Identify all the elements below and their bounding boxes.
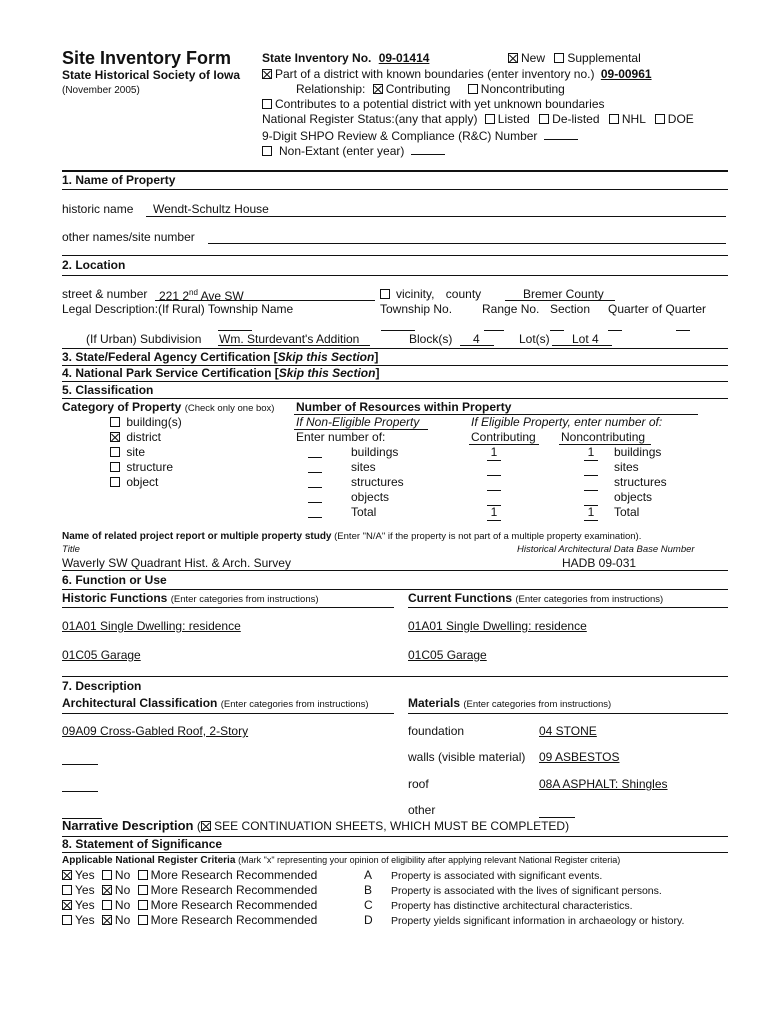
yes-checkbox[interactable]	[62, 885, 72, 895]
township-name-field[interactable]	[218, 330, 252, 331]
yes-label: Yes	[75, 898, 95, 912]
yes-checkbox[interactable]	[62, 900, 72, 910]
no-checkbox[interactable]	[102, 870, 112, 880]
vicinity-row	[380, 288, 481, 302]
other-names-label: other names/site number	[62, 230, 195, 244]
subdivision-value[interactable]: Wm. Sturdevant's Addition	[219, 332, 360, 346]
doe-checkbox[interactable]	[655, 114, 665, 124]
resource-blank[interactable]	[308, 461, 322, 476]
category-item	[110, 446, 182, 461]
noncontributing-checkbox[interactable]	[468, 84, 478, 94]
contributing-value[interactable]	[487, 491, 501, 506]
resource-blank[interactable]	[308, 491, 322, 506]
legal-description-label: Legal Description:(If Rural) Township Name	[62, 302, 294, 316]
supplemental-checkbox[interactable]	[554, 53, 564, 63]
category-checkbox[interactable]	[110, 432, 120, 442]
divider	[62, 170, 728, 172]
category-label: Category of Property	[62, 400, 182, 414]
more-research-checkbox[interactable]	[138, 885, 148, 895]
relationship-label: Relationship:	[296, 82, 366, 96]
resource-type: Total	[614, 505, 640, 519]
section-8-heading: 8. Statement of Significance	[62, 837, 223, 851]
category-checkbox[interactable]	[110, 417, 120, 427]
contributing-value[interactable]	[487, 461, 501, 476]
historic-name-line	[146, 216, 726, 217]
criteria-letter: C	[364, 898, 373, 912]
historic-functions-label: Historic Functions	[62, 591, 168, 605]
criteria-label: Applicable National Register Criteria	[62, 855, 236, 866]
noncontributing-value[interactable]	[584, 461, 598, 476]
current-function-1[interactable]: 01A01 Single Dwelling: residence	[408, 619, 587, 633]
narrative-paren: (	[196, 819, 201, 833]
category-item	[110, 461, 182, 476]
related-study-note: (Enter "N/A" if the property is not part of a multiple property examination).	[334, 531, 642, 542]
divider	[62, 676, 728, 677]
category-checkbox[interactable]	[110, 462, 120, 472]
other-material-label: other	[408, 803, 436, 817]
block-label: Block(s)	[409, 332, 453, 346]
walls-label: walls (visible material)	[408, 750, 526, 764]
criteria-letter: D	[364, 913, 373, 927]
nhl-checkbox[interactable]	[609, 114, 619, 124]
delisted-checkbox[interactable]	[539, 114, 549, 124]
listed-checkbox[interactable]	[485, 114, 495, 124]
resource-type: sites	[351, 460, 376, 474]
divider	[62, 189, 728, 190]
more-research-checkbox[interactable]	[138, 870, 148, 880]
doe-label: DOE	[667, 112, 694, 126]
resource-non-eligible-column	[308, 446, 322, 521]
noncontributing-value[interactable]: 1	[584, 506, 598, 521]
divider	[62, 589, 728, 590]
historic-function-1[interactable]: 01A01 Single Dwelling: residence	[62, 619, 241, 633]
part-district-label: Part of a district with known boundaries (enter inventory no.)	[275, 67, 595, 81]
shpo-row	[262, 128, 578, 144]
relationship-row	[296, 83, 565, 97]
category-label: building(s)	[126, 415, 182, 429]
category-label: structure	[126, 460, 174, 474]
new-label: New	[521, 51, 546, 65]
no-label: No	[114, 898, 131, 912]
arch-class-field-3[interactable]	[62, 791, 98, 792]
historic-name-label: historic name	[62, 202, 134, 216]
roof-label: roof	[408, 777, 429, 791]
section-4-bracket: ]	[375, 366, 380, 380]
range-no-label: Range No.	[482, 302, 540, 316]
arch-class-line	[62, 713, 394, 714]
resource-type: structures	[614, 475, 667, 489]
historic-function-2[interactable]: 01C05 Garage	[62, 648, 141, 662]
contributing-value[interactable]: 1	[487, 446, 501, 461]
street-name: Ave SW	[197, 289, 244, 303]
more-research-checkbox[interactable]	[138, 900, 148, 910]
vicinity-checkbox[interactable]	[380, 289, 390, 299]
resource-blank[interactable]	[308, 476, 322, 491]
category-label: object	[126, 475, 159, 489]
enter-number-label: Enter number of:	[296, 430, 386, 444]
noncontributing-col-label: Noncontributing	[561, 430, 646, 444]
nonextant-checkbox[interactable]	[262, 146, 272, 156]
divider	[62, 348, 728, 349]
quarter-of-quarter-field[interactable]	[676, 330, 690, 331]
roof-value[interactable]: 08A ASPHALT: Shingles	[539, 777, 668, 791]
criteria-text: Property is associated with significant events.	[391, 870, 603, 882]
county-value[interactable]: Bremer County	[523, 287, 604, 301]
subdivision-line	[218, 345, 370, 346]
materials-line	[408, 713, 728, 714]
quarter-label: Quarter of Quarter	[608, 302, 707, 316]
category-label: site	[126, 445, 146, 459]
more-research-label: More Research Recommended	[150, 868, 318, 882]
shpo-label: 9-Digit SHPO Review & Compliance (R&C) Number	[262, 129, 538, 143]
township-no-field[interactable]	[381, 330, 415, 331]
lot-line	[552, 345, 612, 346]
historic-name-value[interactable]: Wendt-Schultz House	[153, 202, 269, 216]
form-title: Site Inventory Form	[62, 48, 232, 68]
contributes-potential-label: Contributes to a potential district with yet unknown boundaries	[275, 97, 605, 111]
no-checkbox[interactable]	[102, 915, 112, 925]
township-no-label: Township No.	[380, 302, 453, 316]
nonextant-year-field[interactable]	[411, 143, 445, 155]
noncontributing-value[interactable]	[584, 476, 598, 491]
contributes-potential-checkbox[interactable]	[262, 99, 272, 109]
yes-label: Yes	[75, 883, 95, 897]
category-item	[110, 476, 182, 491]
other-material-field[interactable]	[539, 817, 575, 818]
category-item	[110, 416, 182, 431]
current-functions-line	[408, 607, 728, 608]
more-research-checkbox[interactable]	[138, 915, 148, 925]
resource-type: objects	[351, 490, 390, 504]
street-line	[155, 300, 375, 301]
materials-note: (Enter categories from instructions)	[463, 699, 612, 710]
contributing-col-label: Contributing	[471, 430, 536, 444]
no-label: No	[114, 868, 131, 882]
historic-functions-line	[62, 607, 394, 608]
criteria-note: (Mark "x" representing your opinion of eligibility after applying relevant National Register criteria)	[238, 855, 621, 865]
category-checkbox[interactable]	[110, 447, 120, 457]
street-label: street & number	[62, 287, 148, 301]
divider	[62, 852, 728, 853]
narrative-text: SEE CONTINUATION SHEETS, WHICH MUST BE COMPLETED)	[210, 819, 570, 833]
resource-type: structures	[351, 475, 404, 489]
resource-type: objects	[614, 490, 653, 504]
criteria-text: Property has distinctive architectural characteristics.	[391, 900, 633, 912]
section-2-heading: 2. Location	[62, 258, 126, 272]
criteria-letter: A	[364, 868, 373, 882]
inventory-number: 09-01414	[378, 51, 430, 65]
contributing-col-line	[469, 444, 539, 445]
category-checkbox[interactable]	[110, 477, 120, 487]
criteria-row	[62, 869, 722, 884]
yes-label: Yes	[75, 868, 95, 882]
yes-checkbox[interactable]	[62, 870, 72, 880]
nhl-label: NHL	[621, 112, 646, 126]
section-7-heading: 7. Description	[62, 679, 142, 693]
supplemental-label: Supplemental	[567, 51, 641, 65]
section-3-title: 3. State/Federal Agency Certification [	[62, 350, 278, 364]
nr-status-row	[262, 113, 694, 127]
divider	[62, 398, 728, 399]
form-date: (November 2005)	[62, 85, 140, 96]
noncontributing-value[interactable]	[584, 491, 598, 506]
criteria-letter: B	[364, 883, 373, 897]
contributing-value[interactable]	[487, 476, 501, 491]
county-label: county	[445, 287, 482, 301]
section-4-title: 4. National Park Service Certification [	[62, 366, 279, 380]
historic-functions-note: (Enter categories from instructions)	[170, 594, 319, 605]
walls-value[interactable]: 09 ASBESTOS	[539, 750, 620, 764]
arch-class-label: Architectural Classification	[62, 696, 218, 710]
section-6-heading: 6. Function or Use	[62, 573, 167, 587]
part-district-row	[262, 68, 652, 82]
criteria-text: Property yields significant information in archaeology or history.	[391, 915, 685, 927]
materials-header	[408, 697, 611, 711]
non-eligible-label: If Non-Eligible Property	[296, 415, 420, 429]
section-field[interactable]	[550, 330, 564, 331]
contributes-potential-row	[262, 98, 605, 112]
divider	[62, 381, 728, 382]
more-research-label: More Research Recommended	[150, 913, 318, 927]
foundation-value[interactable]: 04 STONE	[539, 724, 597, 738]
lot-label: Lot(s)	[519, 332, 550, 346]
materials-label: Materials	[408, 696, 461, 710]
nr-status-label: National Register Status:(any that apply)	[262, 112, 478, 126]
historic-functions-header	[62, 592, 319, 606]
section-5-heading: 5. Classification	[62, 383, 154, 397]
no-label: No	[114, 913, 131, 927]
resource-type: buildings	[351, 445, 399, 459]
related-study-label: Name of related project report or multiple property study	[62, 531, 332, 542]
resource-blank[interactable]	[308, 506, 322, 521]
eligible-label: If Eligible Property, enter number of:	[471, 415, 663, 429]
contributing-checkbox[interactable]	[373, 84, 383, 94]
resource-type-column-right	[614, 446, 667, 521]
new-supplemental-row	[508, 52, 641, 66]
yes-checkbox[interactable]	[62, 915, 72, 925]
current-functions-note: (Enter categories from instructions)	[515, 594, 664, 605]
no-checkbox[interactable]	[102, 900, 112, 910]
nonextant-row	[262, 143, 445, 159]
listed-label: Listed	[497, 112, 530, 126]
quarter-field[interactable]	[608, 330, 622, 331]
noncontributing-label: Noncontributing	[480, 82, 565, 96]
current-functions-header	[408, 592, 663, 606]
block-line	[460, 345, 494, 346]
org-name: State Historical Society of Iowa	[62, 68, 241, 82]
current-function-2[interactable]: 01C05 Garage	[408, 648, 487, 662]
resource-type-column	[351, 446, 404, 521]
inventory-number-row	[262, 52, 429, 66]
contributing-value[interactable]: 1	[487, 506, 501, 521]
delisted-label: De-listed	[552, 112, 600, 126]
new-checkbox[interactable]	[508, 53, 518, 63]
criteria-row	[62, 884, 722, 899]
arch-class-field-2[interactable]	[62, 764, 98, 765]
street-suffix: nd	[189, 288, 198, 297]
noncontributing-values-column	[584, 446, 598, 521]
category-label: district	[126, 430, 162, 444]
criteria-header	[62, 855, 620, 867]
hadb-label: Historical Architectural Data Base Number	[517, 544, 695, 555]
category-note: (Check only one box)	[184, 403, 275, 414]
title-label: Title	[62, 544, 80, 555]
section-3-bracket: ]	[374, 350, 379, 364]
resource-type: sites	[614, 460, 639, 474]
lot-value[interactable]: Lot 4	[572, 332, 599, 346]
district-number: 09-00961	[600, 67, 652, 81]
contributing-values-column	[487, 446, 501, 521]
resources-heading: Number of Resources within Property	[296, 400, 512, 414]
foundation-label: foundation	[408, 724, 465, 738]
subdivision-label: (If Urban) Subdivision	[86, 332, 202, 346]
contributing-label: Contributing	[385, 82, 451, 96]
related-title-value[interactable]: Waverly SW Quadrant Hist. & Arch. Survey	[62, 556, 291, 570]
resource-type: Total	[351, 505, 377, 519]
divider	[62, 255, 728, 256]
resource-blank[interactable]	[308, 446, 322, 461]
current-functions-label: Current Functions	[408, 591, 512, 605]
county-line	[505, 300, 615, 301]
criteria-rows	[62, 869, 722, 929]
inventory-label: State Inventory No.	[262, 51, 372, 65]
arch-class-header	[62, 697, 369, 711]
resource-type: buildings	[614, 445, 662, 459]
shpo-field[interactable]	[544, 128, 578, 140]
arch-class-value[interactable]: 09A09 Cross-Gabled Roof, 2-Story	[62, 724, 249, 738]
section-label: Section	[550, 302, 591, 316]
category-item	[110, 431, 182, 446]
section-4-skip: Skip this Section	[278, 366, 376, 380]
no-label: No	[114, 883, 131, 897]
category-header	[62, 401, 274, 415]
range-no-field[interactable]	[484, 330, 504, 331]
noncontributing-value[interactable]: 1	[584, 446, 598, 461]
narrative-row	[62, 819, 569, 834]
hadb-value[interactable]: HADB 09-031	[562, 556, 637, 570]
more-research-label: More Research Recommended	[150, 883, 318, 897]
section-3-skip: Skip this Section	[277, 350, 375, 364]
part-district-checkbox[interactable]	[262, 69, 272, 79]
more-research-label: More Research Recommended	[150, 898, 318, 912]
section-3-heading	[62, 351, 378, 365]
related-study-row	[62, 531, 641, 543]
divider	[62, 275, 728, 276]
divider	[62, 570, 728, 571]
criteria-text: Property is associated with the lives of significant persons.	[391, 885, 662, 897]
nonextant-label: Non-Extant (enter year)	[279, 144, 405, 158]
street-number: 221 2	[159, 289, 190, 303]
narrative-checkbox[interactable]	[201, 821, 211, 831]
category-list	[110, 416, 182, 491]
other-names-field[interactable]	[208, 243, 726, 244]
vicinity-label: vicinity,	[396, 287, 435, 301]
narrative-label: Narrative Description	[62, 818, 194, 833]
criteria-row	[62, 914, 722, 929]
criteria-row	[62, 899, 722, 914]
yes-label: Yes	[75, 913, 95, 927]
section-1-heading: 1. Name of Property	[62, 173, 176, 187]
arch-class-note: (Enter categories from instructions)	[220, 699, 369, 710]
no-checkbox[interactable]	[102, 885, 112, 895]
section-4-heading	[62, 367, 379, 381]
block-value[interactable]: 4	[473, 332, 480, 346]
